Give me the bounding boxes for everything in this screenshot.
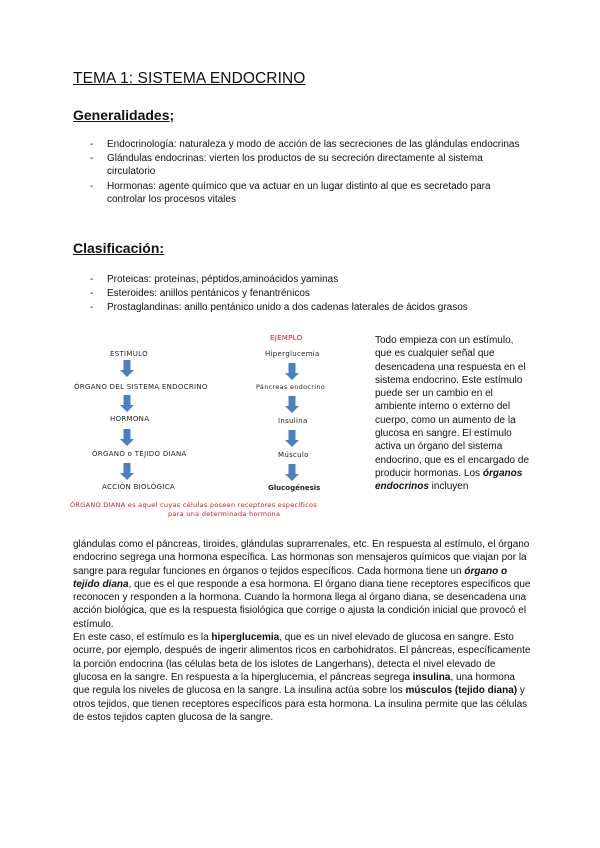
text-bold: músculos (tejido diana) [405,685,518,697]
list-item: - Proteicas: proteínas, péptidos,aminoácidos yaminas [90,273,530,286]
body-text [73,538,531,724]
endocrine-flow-diagram [70,330,370,530]
text-bold: órgano o tejido diana [73,565,508,590]
list-item: - Prostaglandinas: anillo pentánico unido a dos cadenas laterales de ácidos grasos [90,301,530,314]
step-estimulo: ESTIMULO [110,350,148,358]
diagram-footnote-line1: ÓRGANO DIANA es aquel cuyas células poseen receptores específicos [70,501,317,509]
text-bold: hiperglucemia [211,632,280,644]
clasificacion-heading: Clasificación: [73,240,165,256]
list-item: - Glándulas endocrinas: vierten los productos de su secreción directamente al sistema circulatorio [90,152,530,178]
generalidades-list [90,138,530,207]
text-span: glándulas como el páncreas, tiroides, glándulas suprarrenales, etc. En respuesta al estímulo, el órgano endocrino segrega una hormona específica. Las hormonas son mensajeros químicos que viajan por la sangre para regular funciones en órganos o tejidos específicos. Cada hormona tiene un [73,539,530,577]
text-span: , que es un nivel elevado de glucosa en sangre. Esto ocurre, por ejemplo, después de ingerir alimentos ricos en carbohidratos. El páncreas, específicamente la porción endocrina (las células beta de los islotes de Langerhans), detecta el nivel elevado de glucosa en la sangre. En respuesta a la hiperglucemia, el páncreas segrega [73,632,531,683]
list-item: - Hormonas: agente químico que va actuar en un lugar distinto al que es secretado para controlar los procesos vitales [90,180,530,206]
arrow-down-icon [120,463,134,480]
text-span: , una hormona que regula los niveles de glucosa en la sangre. La insulina actúa sobre los [73,671,515,697]
arrow-down-icon [285,464,299,481]
diagram-footnote-line2: para una determinada hormona [168,510,281,518]
example-musculo: Músculo [278,451,309,459]
side-text-bold: órganos endocrinos [375,467,523,493]
page-title: TEMA 1: SISTEMA ENDOCRINO [73,70,306,87]
step-accion-biologica: ACCIÓN BIOLÓGICA [102,483,175,491]
list-item: - Endocrinología: naturaleza y modo de acción de las secreciones de las glándulas endocrinas [90,138,530,151]
diagram-arrows [70,330,370,530]
example-pancreas: Páncreas endocrino [256,383,326,391]
step-organo-diana: ÓRGANO o TEJIDO DIANA [92,450,187,458]
side-text: Todo empieza con un estímulo, que es cualquier señal que desencadena una respuesta en el sistema endocrino. Este estímulo puede ser un cambio en el ambiente interno o externo del cuerpo, como un aumento de la glucosa en sangre. El estímulo activa un órgano del sistema endocrino, que es el encargado de producir hormonas. Los [375,335,530,479]
arrow-down-icon [120,395,134,412]
arrow-down-icon [120,429,134,446]
generalidades-heading: Generalidades; [73,107,175,123]
arrow-down-icon [285,430,299,447]
example-label: EJEMPLO [270,334,303,342]
text-bold: insulina [412,671,451,683]
clasificacion-list [90,273,530,316]
list-item: - Esteroides: anillos pentánicos y fenantrénicos [90,287,530,300]
text-span: En este caso, el estímulo es la [73,632,212,644]
step-organo-endocrino: ÓRGANO DEL SISTEMA ENDOCRINO [74,383,208,391]
text-span: , que es el que responde a esa hormona. El órgano diana tiene receptores específicos que reconocen y responden a la hormona. Cuando la hormona llega al órgano diana, se desencadena una acción biológica, que es la respuesta fisiológica que corrige o ajusta la condición inicial que provocó el estímulo. [73,578,531,630]
side-paragraph [375,334,531,494]
text-span: y otros tejidos, que tienen receptores específicos para esta hormona. La insulina permite que las células de estos tejidos capten glucosa de la sangre. [73,685,528,723]
arrow-down-icon [285,396,299,413]
example-insulina: Insulina [278,417,308,425]
arrow-down-icon [285,363,299,380]
example-glucogenesis: Glucogénesis [268,484,321,492]
body-paragraph-2 [73,631,531,724]
arrow-down-icon [120,360,134,377]
step-hormona: HORMONA [110,415,150,423]
example-hiperglucemia: Hiperglucemia [265,350,320,358]
side-text: incluyen [428,481,469,493]
body-paragraph-1 [73,538,531,631]
